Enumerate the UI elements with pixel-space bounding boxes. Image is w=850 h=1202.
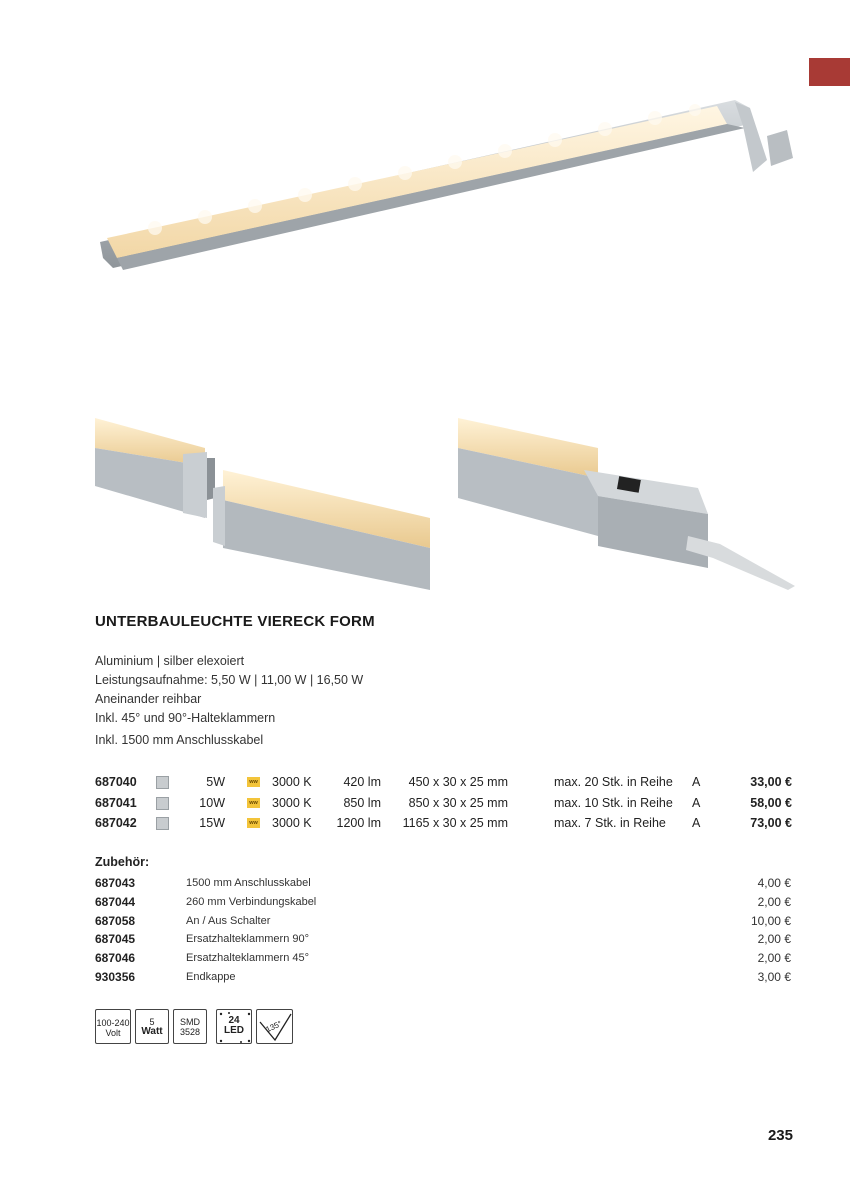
warm-white-badge: ww [247, 818, 260, 828]
accessory-row [95, 895, 795, 914]
voltage-icon [95, 1009, 131, 1044]
watt-icon [135, 1009, 169, 1044]
article-number: 687044 [95, 894, 136, 909]
watt-unit: Watt [141, 1026, 163, 1037]
accessory-name: An / Aus Schalter [186, 914, 271, 927]
smd-label: SMD [180, 1017, 200, 1027]
lumen: 420 lm [343, 775, 381, 789]
accessory-row [95, 914, 795, 933]
led-label: LED [224, 1025, 244, 1036]
max-in-row: max. 20 Stk. in Reihe [554, 775, 673, 789]
accessory-row [95, 970, 795, 989]
accessories-heading: Zubehör: [95, 855, 150, 869]
description-line: Aneinander reihbar [95, 692, 202, 706]
energy-class: A [692, 775, 701, 789]
lumen: 1200 lm [336, 816, 381, 830]
max-in-row: max. 7 Stk. in Reihe [554, 816, 666, 830]
accessory-row [95, 932, 795, 951]
price: 3,00 € [757, 969, 791, 984]
accessory-name: Ersatzhalteklammern 45° [186, 952, 310, 965]
warm-white-badge: ww [247, 798, 260, 808]
description-line: Inkl. 45° und 90°-Halteklammern [95, 711, 276, 725]
energy-class: A [692, 795, 701, 810]
wattage: 15W [199, 816, 225, 830]
accessory-row [95, 876, 795, 895]
lumen: 850 lm [343, 795, 381, 810]
article-number: 687046 [95, 951, 136, 966]
price: 73,00 € [750, 816, 792, 830]
watt-value: 5 [149, 1017, 155, 1027]
warm-white-badge: ww [247, 777, 260, 787]
energy-class: A [692, 816, 701, 830]
max-in-row: max. 10 Stk. in Reihe [554, 795, 673, 810]
description-line: Inkl. 1500 mm Anschlusskabel [95, 733, 264, 747]
article-number: 687042 [95, 816, 137, 830]
wattage: 10W [199, 795, 225, 810]
led-count-icon [216, 1009, 252, 1044]
variant-row [95, 816, 795, 837]
article-number: 687043 [95, 876, 136, 890]
accessory-name: Endkappe [186, 970, 236, 983]
page-number: 235 [767, 1127, 793, 1144]
voltage-range: 100-240 [96, 1018, 130, 1028]
description-line: Aluminium | silber elexoiert [95, 654, 245, 668]
connector-detail-image [95, 418, 430, 590]
section-tab-marker [809, 58, 850, 86]
description-line: Leistungsaufnahme: 5,50 W | 11,00 W | 16,50 W [95, 673, 364, 687]
dimensions: 850 x 30 x 25 mm [408, 795, 508, 810]
price: 4,00 € [757, 876, 791, 890]
voltage-unit: Volt [105, 1028, 121, 1038]
article-number: 687041 [95, 795, 137, 810]
color-swatch [156, 817, 169, 830]
article-number: 930356 [95, 969, 136, 984]
article-number: 687045 [95, 932, 136, 947]
price: 2,00 € [757, 894, 791, 909]
product-title: UNTERBAULEUCHTE VIERECK FORM [95, 613, 375, 630]
switch-detail-image [458, 418, 795, 590]
variant-table [95, 775, 795, 837]
accessory-name: Ersatzhalteklammern 90° [186, 933, 310, 946]
beam-angle-value: 135° [264, 1019, 284, 1035]
dimensions: 450 x 30 x 25 mm [408, 775, 508, 789]
smd-icon [173, 1009, 207, 1044]
variant-row [95, 796, 795, 817]
color-temperature: 3000 K [272, 775, 312, 789]
led-count: 24 [228, 1015, 240, 1026]
variant-row [95, 775, 795, 796]
color-temperature: 3000 K [272, 795, 312, 810]
product-hero-image [95, 100, 795, 275]
article-number: 687058 [95, 913, 136, 928]
color-swatch [156, 797, 169, 810]
price: 2,00 € [757, 932, 791, 947]
smd-type: 3528 [179, 1027, 201, 1037]
article-number: 687040 [95, 775, 137, 789]
price: 10,00 € [750, 913, 791, 928]
price: 2,00 € [757, 951, 791, 966]
beam-angle-icon [256, 1009, 293, 1044]
price: 58,00 € [750, 795, 792, 810]
dimensions: 1165 x 30 x 25 mm [402, 816, 508, 830]
beam-angle-graphic [257, 1010, 294, 1045]
wattage: 5W [206, 775, 225, 789]
accessories-list [95, 876, 795, 989]
accessory-name: 1500 mm Anschlusskabel [186, 877, 311, 889]
led-dots-icon [217, 1010, 253, 1045]
product-description [95, 652, 363, 750]
accessory-row [95, 951, 795, 970]
accessory-name: 260 mm Verbindungskabel [186, 895, 317, 908]
color-temperature: 3000 K [272, 816, 312, 830]
price: 33,00 € [750, 775, 792, 789]
color-swatch [156, 776, 169, 789]
